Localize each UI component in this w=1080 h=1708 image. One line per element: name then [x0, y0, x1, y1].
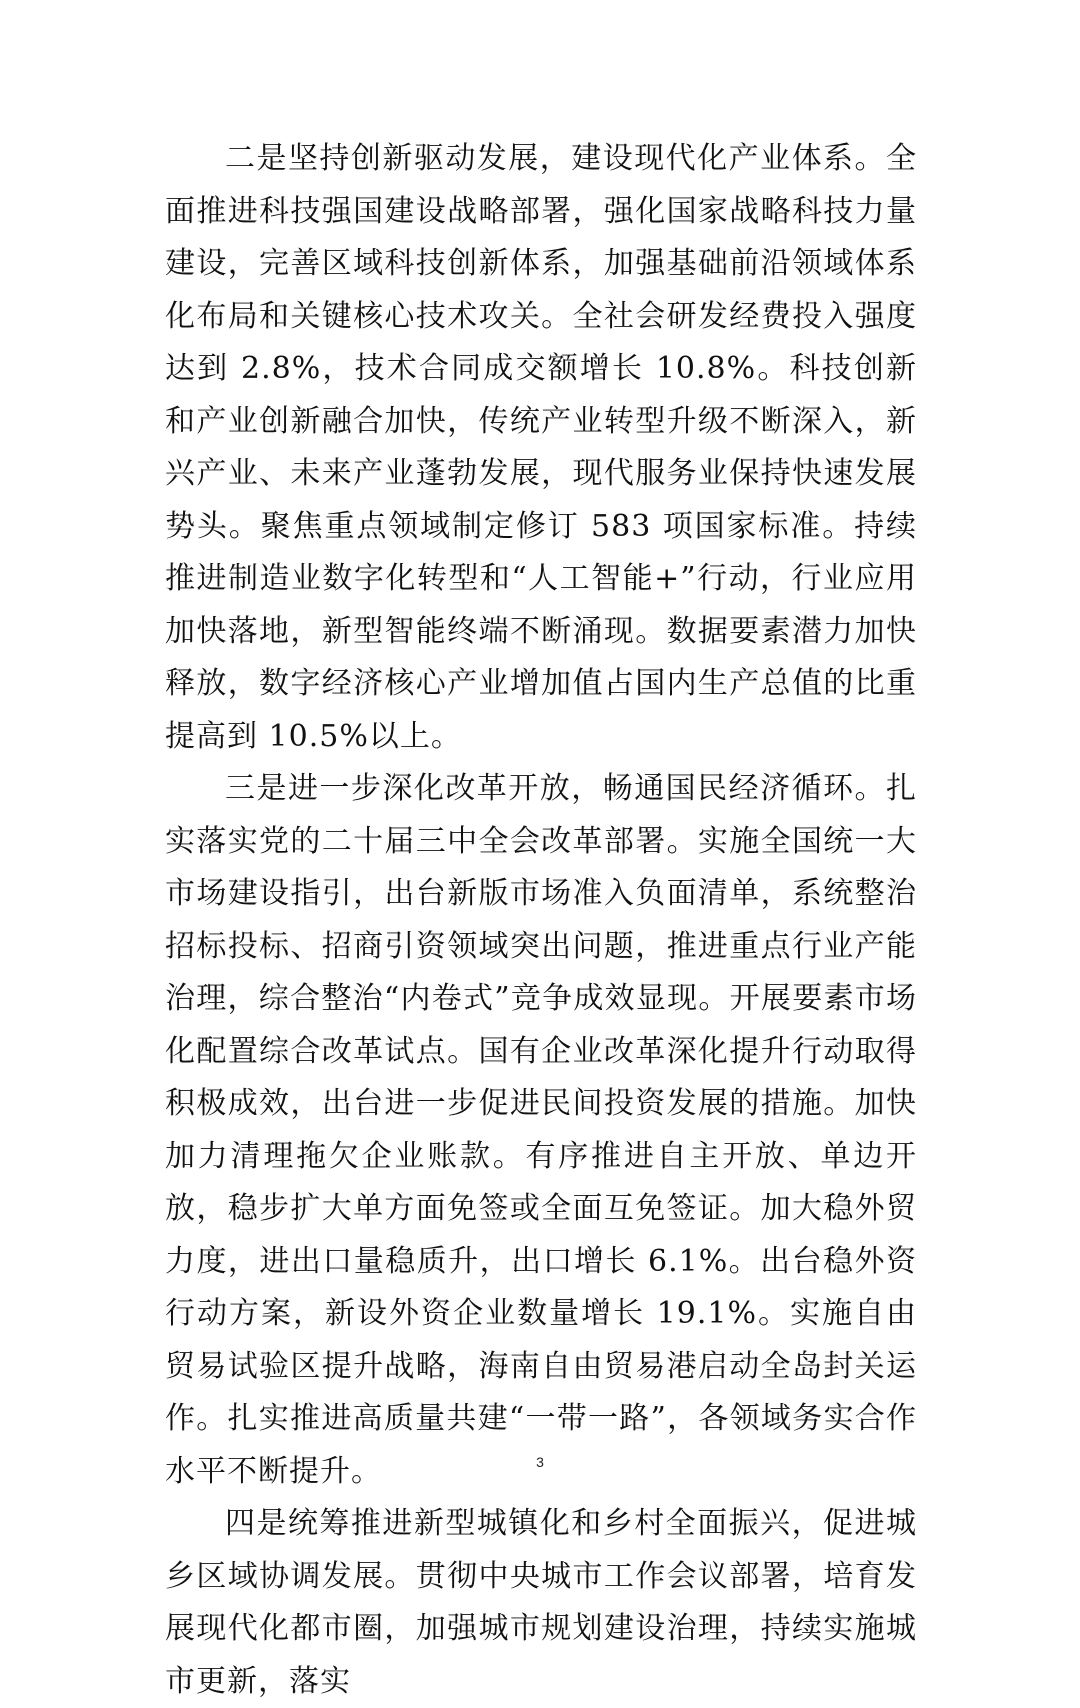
document-body — [165, 133, 917, 1708]
paragraph-reform-opening: 三是进一步深化改革开放，畅通国民经济循环。扎实落实党的二十届三中全会改革部署。实施全国统一大市场建设指引，出台新版市场准入负面清单，系统整治招标投标、招商引资领域突出问题，推进重点行业产能治理，综合整治“内卷式”竞争成效显现。开展要素市场化配置综合改革试点。国有企业改革深化提升行动取得积极成效，出台进一步促进民间投资发展的措施。加快加力清理拖欠企业账款。有序推进自主开放、单边开放，稳步扩大单方面免签或全面互免签证。加大稳外贸力度，进出口量稳质升，出口增长 6.1%。出台稳外资行动方案，新设外资企业数量增长 19.1%。实施自由贸易试验区提升战略，海南自由贸易港启动全岛封关运作。扎实推进高质量共建“一带一路”，各领域务实合作水平不断提升。 — [165, 771, 917, 1489]
paragraph-urbanization: 四是统筹推进新型城镇化和乡村全面振兴，促进城乡区域协调发展。贯彻中央城市工作会议部署，培育发展现代化都市圈，加强城市规划建设治理，持续实施城市更新，落实 — [165, 1506, 917, 1699]
paragraph-innovation: 二是坚持创新驱动发展，建设现代化产业体系。全面推进科技强国建设战略部署，强化国家战略科技力量建设，完善区域科技创新体系，加强基础前沿领域体系化布局和关键核心技术攻关。全社会研发经费投入强度达到 2.8%，技术合同成交额增长 10.8%。科技创新和产业创新融合加快，传统产业转型升级不断深入，新兴产业、未来产业蓬勃发展，现代服务业保持快速发展势头。聚焦重点领域制定修订 583 项国家标准。持续推进制造业数字化转型和“人工智能+”行动，行业应用加快落地，新型智能终端不断涌现。数据要素潜力加快释放，数字经济核心产业增加值占国内生产总值的比重提高到 10.5%以上。 — [165, 141, 917, 754]
page-number: 3 — [536, 1454, 544, 1470]
